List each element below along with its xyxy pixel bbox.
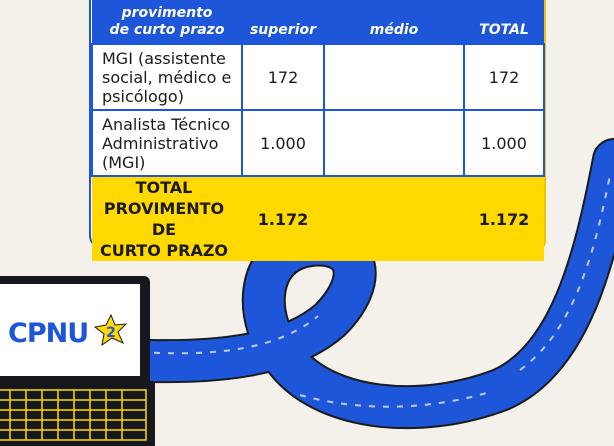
row-name-cell: MGI (assistente social, médico e psicólogo) [92,44,242,110]
table-header-row [92,0,544,44]
row-total-cell: 172 [464,44,544,110]
logo-badge-number: 2 [106,325,116,341]
laptop-screen [0,276,150,384]
row-total-cell: 1.000 [464,110,544,176]
laptop-icon [0,276,160,446]
header-provimento: provimento de curto prazo [109,5,225,38]
total-medio-cell [324,176,464,261]
row-superior-cell: 1.000 [242,110,324,176]
laptop-display [0,284,140,376]
table-row [92,44,544,110]
cpnu-logo-text: CPNU [8,318,89,349]
table-total-row [92,176,544,261]
row-superior-cell: 172 [242,44,324,110]
star-badge-icon [94,314,128,348]
total-superior-cell: 1.172 [257,209,309,229]
header-medio: médio [369,22,419,38]
row-name-cell: Analista Técnico Administrativo (MGI) [92,110,242,176]
table-row [92,110,544,176]
total-label-cell: TOTAL PROVIMENTO DE CURTO PRAZO [99,178,229,260]
vacancies-table [91,0,545,261]
laptop-keyboard [0,382,155,446]
header-total: TOTAL [479,22,529,38]
vacancies-table-card [91,0,543,260]
total-total-cell: 1.172 [478,209,530,229]
row-medio-cell [324,44,464,110]
row-medio-cell [324,110,464,176]
header-superior: superior [249,22,317,38]
